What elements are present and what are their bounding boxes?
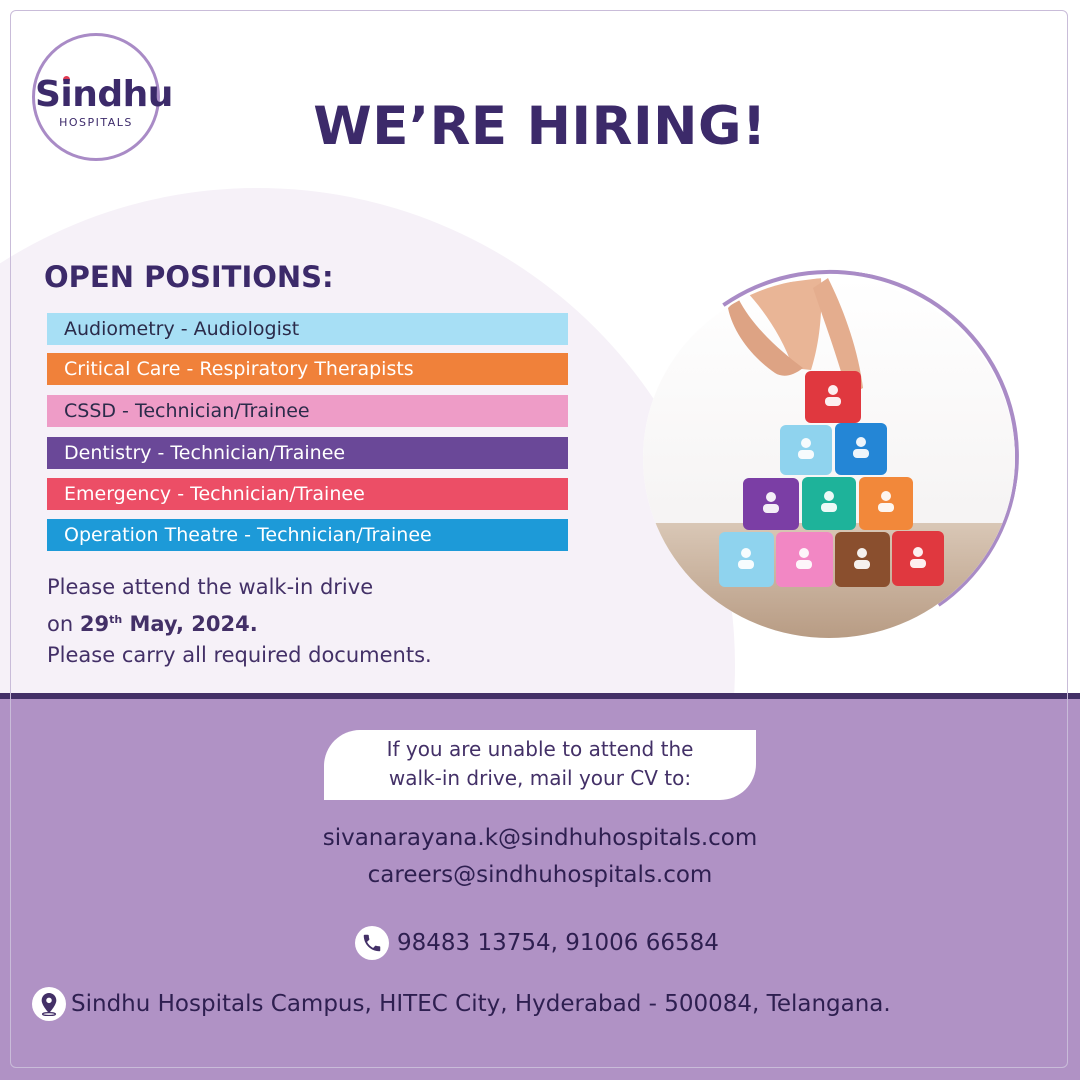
position-item-critical-care: Critical Care - Respiratory Therapists	[47, 353, 568, 385]
notice-line-2: walk-in drive, mail your CV to:	[388, 766, 692, 790]
positions-heading: OPEN POSITIONS:	[44, 260, 334, 294]
logo-subtitle: HOSPITALS	[59, 116, 133, 129]
position-item-audiometry: Audiometry - Audiologist	[47, 313, 568, 345]
phone-icon	[355, 926, 389, 960]
phone-row	[355, 925, 719, 961]
walk-in-month-year: May, 2024.	[122, 611, 258, 636]
divider-line	[0, 693, 1080, 699]
phone-numbers[interactable]: 98483 13754, 91006 66584	[397, 930, 719, 956]
email-link-primary[interactable]: sivanarayana.k@sindhuhospitals.com	[322, 825, 758, 851]
position-item-emergency: Emergency - Technician/Trainee	[47, 478, 568, 510]
walk-in-day: 29	[79, 611, 110, 636]
walk-in-info	[47, 572, 607, 672]
walk-in-date-line	[47, 604, 607, 641]
page-title: WE’RE HIRING!	[313, 96, 767, 157]
sindhu-hospitals-logo	[32, 33, 173, 161]
position-item-dentistry: Dentistry - Technician/Trainee	[47, 437, 568, 469]
notice-line-1: If you are unable to attend the	[386, 737, 694, 761]
walk-in-date-prefix: on	[47, 611, 80, 636]
position-item-cssd: CSSD - Technician/Trainee	[47, 395, 568, 427]
walk-in-day-suffix: th	[109, 612, 123, 626]
email-link-careers[interactable]: careers@sindhuhospitals.com	[367, 862, 713, 888]
walk-in-line-3: Please carry all required documents.	[47, 643, 432, 667]
walk-in-line-1: Please attend the walk-in drive	[47, 575, 374, 599]
notice-box	[324, 730, 756, 800]
address-text: Sindhu Hospitals Campus, HITEC City, Hyderabad - 500084, Telangana.	[71, 991, 891, 1017]
blocks-photo	[643, 278, 1015, 638]
logo-name: Sindhu	[35, 74, 173, 115]
location-pin-icon	[32, 987, 66, 1021]
position-item-operation-theatre: Operation Theatre - Technician/Trainee	[47, 519, 568, 551]
hand-stacking-blocks-illustration	[643, 278, 1015, 638]
walk-in-date	[80, 612, 258, 636]
address-row	[32, 985, 891, 1023]
